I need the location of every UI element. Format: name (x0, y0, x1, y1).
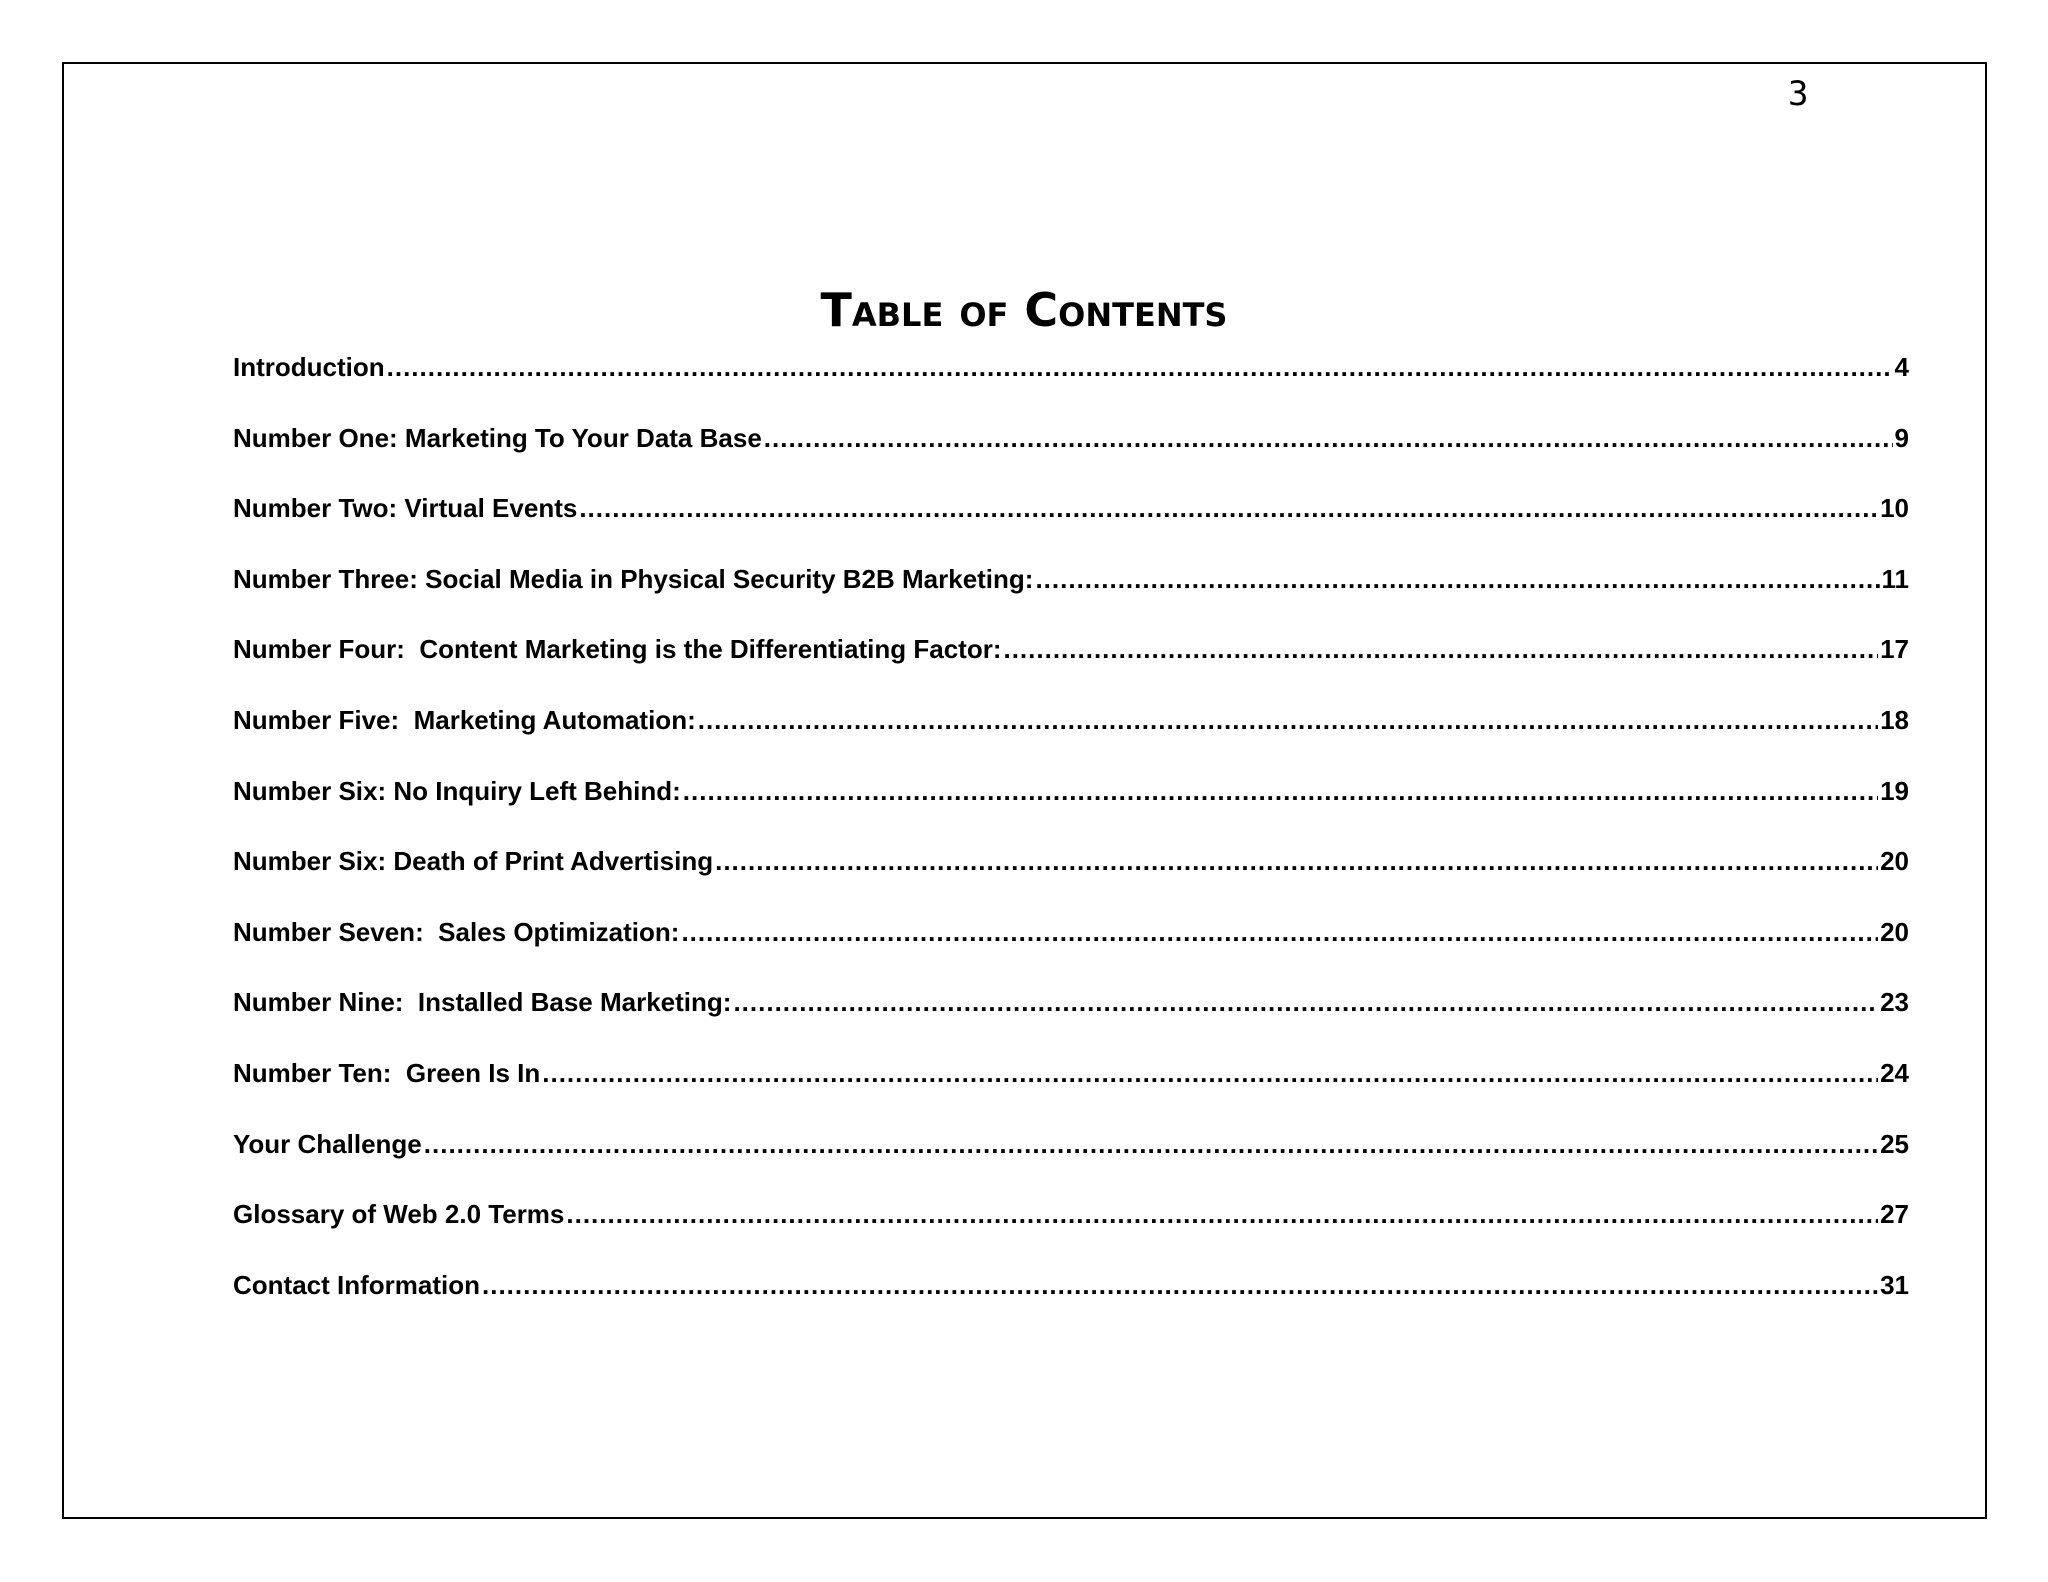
toc-leader-dots (698, 705, 1878, 735)
toc-entry-label: Number Four: Content Marketing is the Differentiating Factor: (233, 634, 1002, 665)
toc-entry-label: Number Three: Social Media in Physical Security B2B Marketing: (233, 563, 1034, 594)
toc-leader-dots (681, 917, 1878, 947)
toc-entry-label: Number Ten: Green Is In (233, 1057, 541, 1088)
toc-entry-number-two[interactable] (233, 493, 1909, 564)
toc-entry-label: Introduction (233, 352, 385, 382)
toc-leader-dots (683, 776, 1878, 806)
toc-leader-dots (424, 1129, 1878, 1159)
toc-entry-page: 17 (1880, 634, 1909, 665)
toc-entry-number-six-inquiry[interactable] (233, 776, 1909, 847)
toc-leader-dots (482, 1270, 1878, 1300)
toc-leader-dots (542, 1058, 1878, 1088)
page-number: 3 (1788, 74, 1809, 114)
toc-entry-number-six-print[interactable] (233, 846, 1909, 917)
toc-entry-page: 20 (1880, 916, 1909, 947)
toc-entry-page: 10 (1880, 493, 1909, 524)
toc-entry-number-seven[interactable] (233, 917, 1909, 988)
toc-entry-contact-information[interactable] (233, 1270, 1909, 1341)
toc-entry-label: Number Five: Marketing Automation: (233, 704, 696, 735)
toc-entry-label: Number One: Marketing To Your Data Base (233, 422, 762, 453)
toc-entry-label: Number Two: Virtual Events (233, 493, 578, 524)
toc-entry-page: 19 (1880, 775, 1909, 806)
toc-entry-number-ten[interactable] (233, 1058, 1909, 1129)
toc-entry-page: 9 (1894, 422, 1909, 453)
toc-entry-label: Number Nine: Installed Base Marketing: (233, 987, 732, 1018)
toc-entry-page: 27 (1880, 1199, 1909, 1230)
toc-entry-page: 31 (1880, 1269, 1909, 1300)
toc-entry-glossary[interactable] (233, 1199, 1909, 1270)
toc-entry-number-three[interactable] (233, 564, 1909, 635)
toc-leader-dots (387, 352, 1893, 382)
toc-leader-dots (733, 987, 1878, 1017)
toc-leader-dots (1035, 564, 1879, 594)
toc-entry-number-five[interactable] (233, 705, 1909, 776)
toc-leader-dots (579, 493, 1878, 523)
toc-entry-your-challenge[interactable] (233, 1129, 1909, 1200)
toc-entry-page: 4 (1894, 352, 1909, 382)
toc-entry-label: Number Six: Death of Print Advertising (233, 846, 714, 877)
toc-entry-page: 11 (1881, 563, 1909, 594)
toc-entry-page: 23 (1880, 987, 1909, 1018)
toc-leader-dots (715, 846, 1878, 876)
toc-entry-label: Number Seven: Sales Optimization: (233, 916, 680, 947)
toc-entry-label: Glossary of Web 2.0 Terms (233, 1199, 565, 1230)
toc-entry-page: 18 (1880, 704, 1909, 735)
toc-entry-number-one[interactable] (233, 423, 1909, 494)
toc-entry-page: 20 (1880, 846, 1909, 877)
toc-title: Table of Contents (820, 283, 1228, 337)
toc-entry-number-nine[interactable] (233, 987, 1909, 1058)
toc-entry-introduction[interactable] (233, 352, 1909, 423)
toc-entry-number-four[interactable] (233, 634, 1909, 705)
toc-entry-label: Number Six: No Inquiry Left Behind: (233, 775, 681, 806)
toc-entry-label: Contact Information (233, 1269, 480, 1300)
toc-list (233, 352, 1909, 1340)
toc-leader-dots (764, 423, 1893, 453)
toc-leader-dots (566, 1199, 1878, 1229)
toc-leader-dots (1003, 634, 1878, 664)
toc-entry-page: 25 (1880, 1128, 1909, 1159)
toc-entry-label: Your Challenge (233, 1128, 422, 1159)
toc-entry-page: 24 (1880, 1057, 1909, 1088)
